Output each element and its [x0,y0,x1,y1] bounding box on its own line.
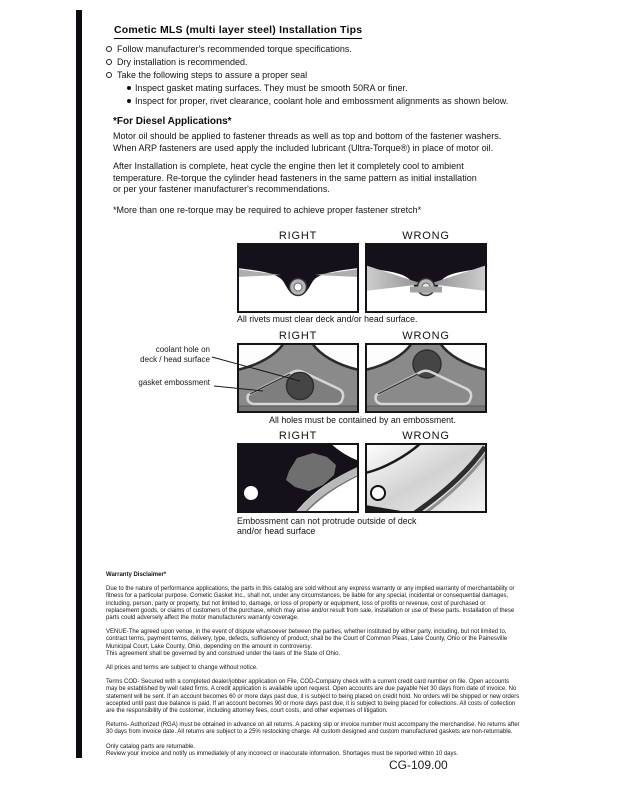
list-item [106,55,508,68]
warranty-disclaimer [106,572,520,765]
rivet-clearance-wrong-diagram [365,243,487,313]
diesel-applications-heading: *For Diesel Applications* [113,116,232,127]
paragraph-line: temperature. Re-torque the cylinder head fasteners in the same pattern as initial installation [113,172,477,183]
paragraph-line: Motor oil should be applied to fastener threads as well as top and bottom of the fastener washers. [113,131,502,141]
disclaimer-paragraph: Only catalog parts are returnable. [106,743,196,750]
embossment-right-diagram [237,343,359,413]
list-item [106,68,508,81]
wrong-label: WRONG [402,230,450,242]
diesel-paragraph-2 [113,161,477,196]
coolant-hole-label [106,345,210,364]
disclaimer-paragraph: Review your invoice and notify us immediately of any incorrect or inaccurate information. Shortages must be reported within 10 days. [106,750,459,757]
gasket-embossment-label: gasket embossment [138,378,210,387]
embossment-wrong-diagram [365,343,487,413]
installation-tips-list [106,42,508,107]
label-line: coolant hole on [155,345,210,354]
dot-bullet-icon [127,86,131,90]
paragraph-line: or per your fastener manufacturer's recommendations. [113,184,330,194]
circle-bullet-icon [106,59,112,65]
page-edge-bar [76,10,82,758]
row2-caption: All holes must be contained by an embossment. [269,415,456,425]
disclaimer-paragraph: VENUE-The agreed upon venue, in the event of dispute whatsoever between the parties, whether instituted by either party, including, but not limited to, contract terms, payment terms, delivery, type, defects, sufficiency of product, shall be the Court of Common Pleas, Lake County, Ohio or the Painesville Municipal Court, Lake County, Ohio, depending on the amount in controversy. [106,629,508,650]
wrong-label: WRONG [402,330,450,342]
disclaimer-paragraph: All prices and terms are subject to change without notice. [106,665,258,672]
disclaimer-heading: Warranty Disclaimer* [106,572,167,578]
list-item [106,42,508,55]
row3-caption [237,516,416,536]
diesel-paragraph-1 [113,131,501,154]
retorque-note: *More than one re-torque may be required to achieve proper fastener stretch* [113,205,422,215]
disclaimer-paragraph: Returns- Authorized (RGA) must be obtained in advance on all returns. A packing slip or invoice number must accompany the merchandise. No returns after 30 days from invoice date. All returns are subject to a 25% restocking charge. All custom designed and custom manufactured gaskets are non-returnable. [106,722,520,736]
tip-text: Follow manufacturer's recommended torque specifications. [117,43,352,54]
circle-bullet-icon [106,46,112,52]
wrong-label: WRONG [402,430,450,442]
right-label: RIGHT [278,230,318,242]
right-label: RIGHT [278,430,318,442]
paragraph-line: When ARP fasteners are used apply the included lubricant (Ultra-Torque®) in place of motor oil. [113,142,494,153]
list-item [106,94,508,107]
page-code: CG-109.00 [389,758,448,772]
protrusion-wrong-diagram [365,443,487,513]
protrusion-right-diagram [237,443,359,513]
dot-bullet-icon [127,99,131,103]
row1-caption: All rivets must clear deck and/or head surface. [237,314,418,324]
paragraph-line: After Installation is complete, heat cycle the engine then let it completely cool to ambient [113,161,464,171]
tip-text: Inspect for proper, rivet clearance, coolant hole and embossment alignments as shown below. [135,95,509,106]
right-label: RIGHT [278,330,318,342]
page-title: Cometic MLS (multi layer steel) Installation Tips [114,24,362,39]
tip-text: Inspect gasket mating surfaces. They must be smooth 50RA or finer. [135,82,408,93]
rivet-clearance-right-diagram [237,243,359,313]
disclaimer-paragraph: Due to the nature of performance applications, the parts in this catalog are sold without any express warranty or any implied warranty of merchantability or fitness for a particular purpose. Cometic Gasket Inc., shall not, under any circumstances, be liable for any special, incidental or consequential damages, including, person, party or property, but not limited to, damage, or loss of property or equipment, loss of profits or revenue, cost of purchased or replacement goods, or claims of customers of the purchase, which may arise and/or result from sale, installation or use of these parts. Installation of these parts could adversely affect the motor manufacturers warranty coverage. [106,586,515,622]
caption-line: and/or head surface [237,526,316,536]
caption-line: Embossment can not protrude outside of deck [237,516,417,526]
tip-text: Dry installation is recommended. [117,56,248,67]
disclaimer-paragraph: Terms COD- Secured with a completed dealer/jobber application on File, COD-Company check with a current credit card number on file. Open accounts may be established by well rated firms. A credit application is available upon request. Open accounts are due payable Net 30 days from date of invoice. No statement will be sent. If an account becomes 60 or more days past due, it is subject to being placed on credit hold. No orders will be shipped or new orders accepted until past due balance is paid. If an account becomes 90 or more days past due, it is subject to being placed for collections. All costs of collection are the responsibility of the customer, including attorney fees, court costs, and other expenses of litigation. [106,679,520,715]
list-item [106,81,508,94]
tip-text: Take the following steps to assure a proper seal [117,69,308,80]
label-line: deck / head surface [140,354,210,364]
disclaimer-paragraph: This agreement shall be governed by and construed under the laws of the State of Ohio. [106,650,341,657]
circle-bullet-icon [106,72,112,78]
